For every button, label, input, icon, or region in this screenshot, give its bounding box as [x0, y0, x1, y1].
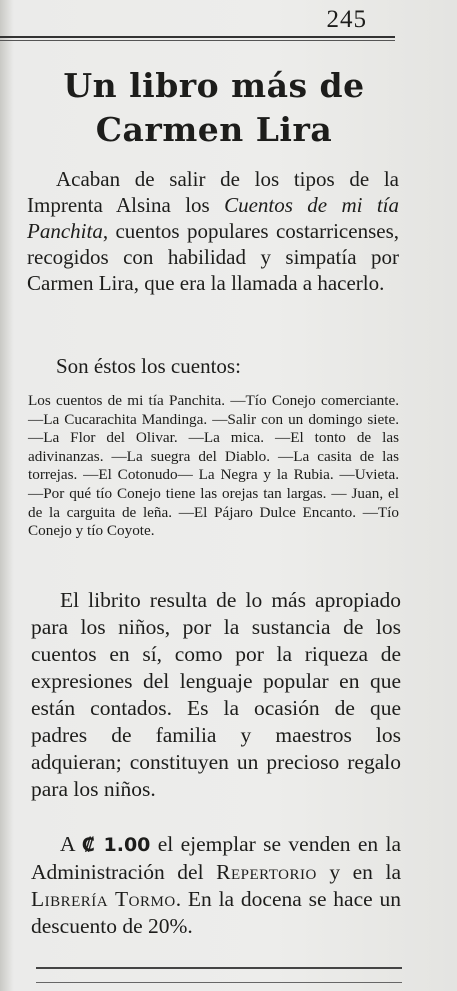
book-title: Cuentos de mi tía Panchita — [27, 193, 399, 243]
intro-text-a: Acaban de salir de los tipos de la Imprenta Alsina los — [27, 167, 399, 217]
price-text-a: A — [60, 832, 82, 856]
price-text-d: . En la docena se hace un descuento de 20%. — [31, 887, 401, 938]
bottom-rule-thin — [36, 982, 402, 983]
page-number: 245 — [326, 6, 367, 33]
stories-list: Los cuentos de mi tía Panchita. —Tío Conejo comerciante. —La Cucarachita Mandinga. —Salir con un domingo siete. —La Flor del Olivar. —La mica. —El tonto de las adivinanzas. —La suegra del Diablo. —La casita de las torrejas. —El Cotonudo— La Negra y la Rubia. —Uvieta. —Por qué tío Conejo tiene las orejas tan largas. — Juan, el de la carguita de leña. —El Pájaro Dulce Encanto. —Tío Conejo y tío Coyote. — [28, 392, 399, 540]
stories-subhead: Son éstos los cuentos: — [56, 354, 241, 378]
repertorio-name: Repertorio — [216, 860, 317, 884]
price-text-c: y en la — [316, 860, 401, 884]
price-paragraph — [31, 831, 401, 940]
intro-text-b: , cuentos populares costarricenses, recogidos con habilidad y simpatía por Carmen Lira, que era la llamada a hacerlo. — [27, 219, 399, 295]
price-value: ₡ 1.00 — [81, 834, 151, 856]
top-rule — [0, 36, 395, 41]
recommendation-paragraph: El librito resulta de lo más apropiado para los niños, por la sustancia de los cuentos en sí, como por la riqueza de expresiones del lenguaje popular en que están contados. Es la ocasión de que padres de familia y maestros los adquieran; constituyen un precioso regalo para los niños. — [31, 588, 401, 801]
intro-paragraph — [27, 166, 399, 296]
article-title — [14, 64, 414, 152]
libreria-name: Librería Tormo — [31, 887, 176, 911]
bottom-rule — [36, 967, 402, 969]
title-line-2: Carmen Lira — [95, 110, 333, 149]
price-text-b: el ejemplar se venden en la Administración del — [31, 832, 402, 884]
title-line-1: Un libro más de — [63, 66, 365, 105]
